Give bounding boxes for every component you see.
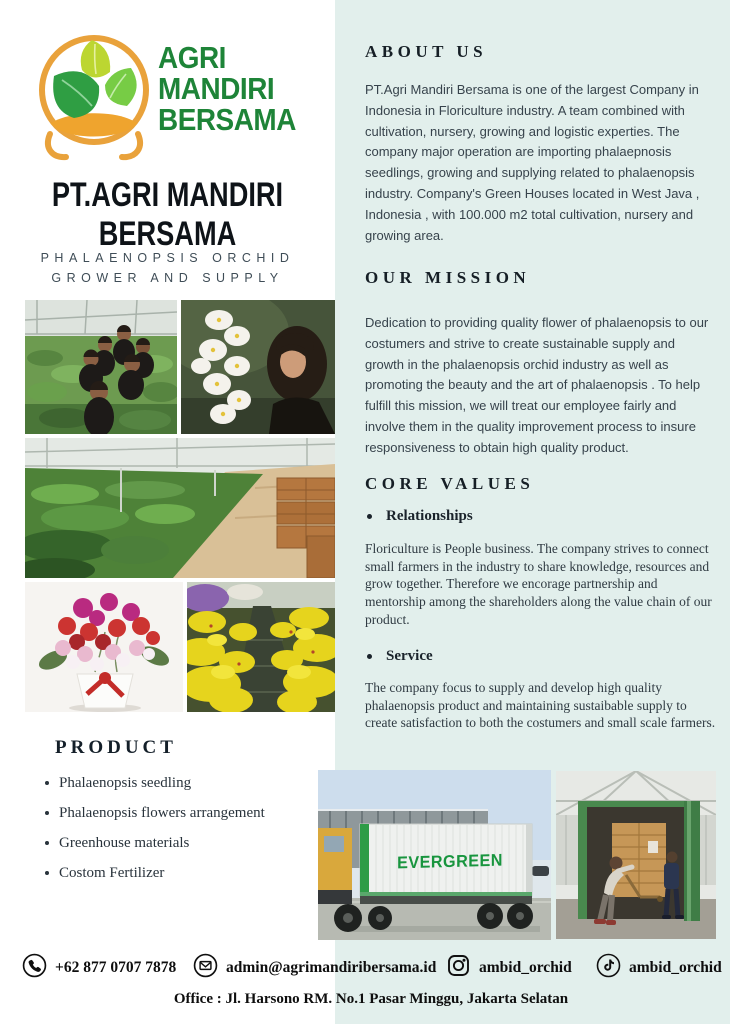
product-list-item	[45, 798, 265, 828]
email-address: admin@agrimandiribersama.id	[226, 959, 437, 976]
email-contact	[193, 955, 436, 981]
company-title: PT.AGRI MANDIRI BERSAMA	[51, 176, 284, 253]
service-body-text: The company focus to supply and develop high quality phalaenopsis product and maintaining sustaibable supply to create satisfaction to both the costumers and small scale farmers.	[365, 680, 716, 731]
evergreen-container-label: EVERGREEN	[397, 850, 503, 873]
logo-word: MANDIRI	[158, 71, 275, 106]
logo-word: AGRI	[158, 40, 226, 75]
tagline-line: PHALAENOPSIS ORCHID	[40, 251, 295, 265]
core-values-section-title: CORE VALUES	[365, 474, 535, 493]
photo-collage	[25, 300, 335, 712]
bullet-icon	[45, 871, 49, 875]
yellow-orchid-field-photo	[187, 582, 335, 712]
bullet-icon	[367, 654, 372, 659]
product-list-item	[45, 768, 265, 798]
tiktok-handle: ambid_orchid	[629, 959, 722, 976]
core-value-label: Relationships	[386, 508, 473, 524]
bullet-icon	[45, 781, 49, 785]
bullet-icon	[45, 841, 49, 845]
core-value-relationships	[367, 508, 473, 525]
phone-icon	[22, 953, 47, 983]
instagram-icon	[446, 953, 471, 983]
product-item-label: Phalaenopsis seedling	[59, 774, 192, 791]
tagline-line: GROWER AND SUPPLY	[51, 271, 284, 285]
product-item-label: Costom Fertilizer	[59, 864, 165, 881]
product-list-item	[45, 828, 265, 858]
container-loading-photo	[556, 771, 716, 939]
about-section-title: ABOUT US	[365, 42, 488, 61]
office-address: Office : Jl. Harsono RM. No.1 Pasar Minggu, Jakarta Selatan	[173, 991, 569, 1007]
product-item-label: Greenhouse materials	[59, 834, 190, 851]
mission-section-title: OUR MISSION	[365, 268, 531, 287]
company-logo-wordmark	[158, 42, 296, 135]
instagram-handle: ambid_orchid	[479, 959, 572, 976]
about-body-text: PT.Agri Mandiri Bersama is one of the largest Company in Indonesia in Floriculture industry. A team combined with cultivation, nursery, growing and logistic experties. The company major operation are importing phalaepnosis seedlings, growing and supplying related to phalaenopsis industry. Company's Green Houses located in West Java , Indonesia , with 100.000 m2 total cultivation, nursery and growing area.	[365, 82, 700, 243]
tiktok-contact	[596, 955, 722, 981]
email-icon	[193, 953, 218, 983]
bullet-icon	[45, 811, 49, 815]
phone-number: +62 877 0707 7878	[55, 959, 177, 976]
greenhouse-nursery-photo	[25, 438, 335, 578]
product-list	[45, 768, 265, 888]
tiktok-icon	[596, 953, 621, 983]
product-section-title: PRODUCT	[55, 737, 177, 758]
bullet-icon	[367, 514, 372, 519]
logo-word: BERSAMA	[158, 102, 296, 137]
team-greenhouse-photo	[25, 300, 177, 434]
phone-contact	[22, 955, 176, 981]
mission-body-text: Dedication to providing quality flower of phalaenopsis to our costumers and strive to create sustainable supply and growth in the phalaenopsis orchid industry as well as promoting the beauty and the art of phalaenopsis . To help fulfill this mission, we will treat our employee fairly and involve them in the quality improvement process to insure responsiveness to obtain high quality product.	[365, 315, 709, 455]
evergreen-truck-photo	[318, 770, 551, 940]
woman-with-orchids-photo	[181, 300, 335, 434]
product-list-item	[45, 858, 265, 888]
company-logo-icon	[34, 24, 154, 164]
core-value-label: Service	[386, 648, 433, 664]
core-value-service	[367, 648, 433, 665]
orchid-arrangement-photo	[25, 582, 183, 712]
company-tagline	[0, 248, 335, 288]
instagram-contact	[446, 955, 572, 981]
product-item-label: Phalaenopsis flowers arrangement	[59, 804, 265, 821]
relationships-body-text: Floriculture is People business. The company strives to connect small farmers in the industry to share knowledge, resources and grow together. Therefore we encorage partnership and mentorship among the shareholders along the value chain of our product.	[365, 541, 712, 627]
